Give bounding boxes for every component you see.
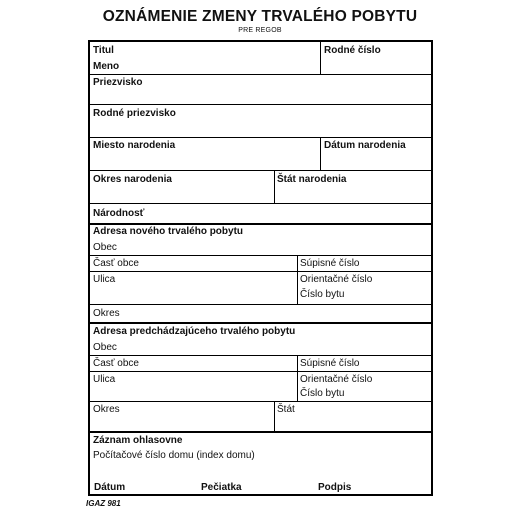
- row-divider: [90, 355, 431, 356]
- row-divider: [90, 371, 431, 372]
- row-divider: [90, 203, 431, 204]
- prev-supisne-cislo-label: Súpisné číslo: [300, 358, 360, 369]
- prev-stat-label: Štát: [277, 404, 295, 415]
- row-divider: [90, 304, 431, 305]
- new-obec-label: Obec: [93, 242, 117, 253]
- column-divider: [274, 170, 275, 203]
- column-divider: [297, 255, 298, 304]
- row-divider: [90, 401, 431, 402]
- row-divider: [90, 255, 431, 256]
- podpis-label: Podpis: [318, 482, 352, 493]
- prev-okres-label: Okres: [93, 404, 120, 415]
- priezvisko-label: Priezvisko: [93, 77, 143, 88]
- section-divider: [90, 322, 431, 324]
- registry-heading: Záznam ohlasovne: [93, 435, 183, 446]
- new-cast-obce-label: Časť obce: [93, 258, 139, 269]
- form-code: IGAZ 981: [86, 499, 121, 508]
- okres-narodenia-label: Okres narodenia: [93, 174, 172, 185]
- stat-narodenia-label: Štát narodenia: [277, 174, 347, 185]
- narodnost-label: Národnosť: [93, 208, 145, 219]
- registration-form: [88, 40, 433, 496]
- column-divider: [320, 137, 321, 170]
- datum-label: Dátum: [94, 482, 126, 493]
- rodne-cislo-label: Rodné číslo: [324, 45, 381, 56]
- meno-label: Meno: [93, 61, 120, 72]
- new-okres-label: Okres: [93, 308, 120, 319]
- row-divider: [90, 271, 431, 272]
- miesto-narodenia-label: Miesto narodenia: [93, 140, 176, 151]
- row-divider: [90, 170, 431, 171]
- column-divider: [320, 42, 321, 74]
- column-divider: [297, 355, 298, 401]
- prev-orientacne-cislo-label: Orientačné číslo: [300, 374, 373, 385]
- prev-ulica-label: Ulica: [93, 374, 116, 385]
- row-divider: [90, 74, 431, 75]
- previous-address-heading: Adresa predchádzajúceho trvalého pobytu: [93, 326, 296, 337]
- prev-cislo-bytu-label: Číslo bytu: [300, 388, 345, 399]
- prev-cast-obce-label: Časť obce: [93, 358, 139, 369]
- row-divider: [90, 104, 431, 105]
- pocitacove-cislo-label: Počítačové číslo domu (index domu): [93, 450, 255, 461]
- new-cislo-bytu-label: Číslo bytu: [300, 289, 345, 300]
- new-address-heading: Adresa nového trvalého pobytu: [93, 226, 244, 237]
- form-subtitle: PRE REGOB: [238, 27, 282, 34]
- new-ulica-label: Ulica: [93, 274, 116, 285]
- peciatka-label: Pečiatka: [201, 482, 242, 493]
- form-title: OZNÁMENIE ZMENY TRVALÉHO POBYTU: [102, 8, 418, 25]
- datum-narodenia-label: Dátum narodenia: [324, 140, 406, 151]
- new-orientacne-cislo-label: Orientačné číslo: [300, 274, 373, 285]
- section-divider: [90, 223, 431, 225]
- section-divider: [90, 431, 431, 433]
- titul-label: Titul: [93, 45, 114, 56]
- rodne-priezvisko-label: Rodné priezvisko: [93, 108, 176, 119]
- row-divider: [90, 137, 431, 138]
- prev-obec-label: Obec: [93, 342, 117, 353]
- new-supisne-cislo-label: Súpisné číslo: [300, 258, 360, 269]
- column-divider: [274, 401, 275, 431]
